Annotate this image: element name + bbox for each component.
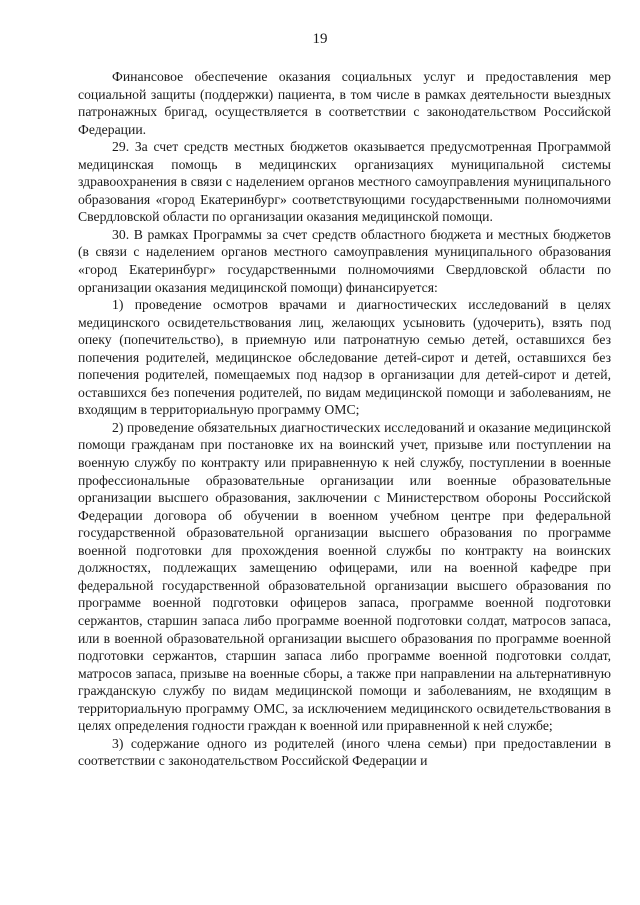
paragraph-30: 30. В рамках Программы за счет средств областного бюджета и местных бюджетов (в связи с наделением органов местного самоуправления муниципального образования «город Екатеринбург» государственными полномочиями Свердловской области по организации оказания медицинской помощи) финансируется: <box>78 226 611 295</box>
paragraph-social-services-financing: Финансовое обеспечение оказания социальных услуг и предоставления мер социальной защиты (поддержки) пациента, в том числе в рамках деятельности выездных патронажных бригад, осуществляется в соответствии с законодательством Российской Федерации. <box>78 69 611 137</box>
paragraph-29: 29. За счет средств местных бюджетов оказывается предусмотренная Программой медицинская помощь в медицинских организациях муниципальной системы здравоохранения в связи с наделением органов местного самоуправления муниципального образования «город Екатеринбург» соответствующими государственными полномочиями Свердловской области по организации оказания медицинской помощи. <box>78 139 611 225</box>
paragraph-30-item-2: 2) проведение обязательных диагностических исследований и оказание медицинской помощи гражданам при постановке их на воинский учет, призыве или поступлении на военную службу по контракту или приравненную к ней службу, поступлении в военные профессиональные образовательные организации или военные образовательные организации высшего образования, заключении с Министерством обороны Российской Федерации договора об обучении в военном учебном центре при федеральной государственной образовательной организации высшего образования по программе военной подготовки для прохождения военной службы по контракту на воинских должностях, подлежащих замещению офицерами, или на военной кафедре при федеральной государственной образовательной организации высшего образования по программе военной подготовки офицеров запаса, программе военной подготовки сержантов, старшин запаса либо программе военной подготовки солдат, матросов запаса, или в военной образовательной организации высшего образования по программе военной подготовки сержантов, старшин запаса либо программе военной подготовки солдат, матросов запаса, призыве на военные сборы, а также при направлении на альтернативную гражданскую службу по видам медицинской помощи и заболеваниям, не входящим в территориальную программу ОМС, за исключением медицинского освидетельствования в целях определения годности граждан к военной или приравненной к ней службе; <box>78 419 611 734</box>
page-body <box>78 68 611 770</box>
page-number: 19 <box>312 31 328 47</box>
paragraph-30-item-1: 1) проведение осмотров врачами и диагностических исследований в целях медицинского освидетельствования лиц, желающих усыновить (удочерить), взять под опеку (попечительство), в приемную или патронатную семью детей, оставшихся без попечения родителей, медицинское обследование детей-сирот и детей, оставшихся без попечения родителей, помещаемых под надзор в организации для детей-сирот и детей, оставшихся без попечения родителей, по видам медицинской помощи и заболеваниям, не входящим в территориальную программу ОМС; <box>78 297 611 418</box>
paragraph-30-item-3: 3) содержание одного из родителей (иного члена семьи) при предоставлении в соответствии с законодательством Российской Федерации и <box>78 735 611 769</box>
